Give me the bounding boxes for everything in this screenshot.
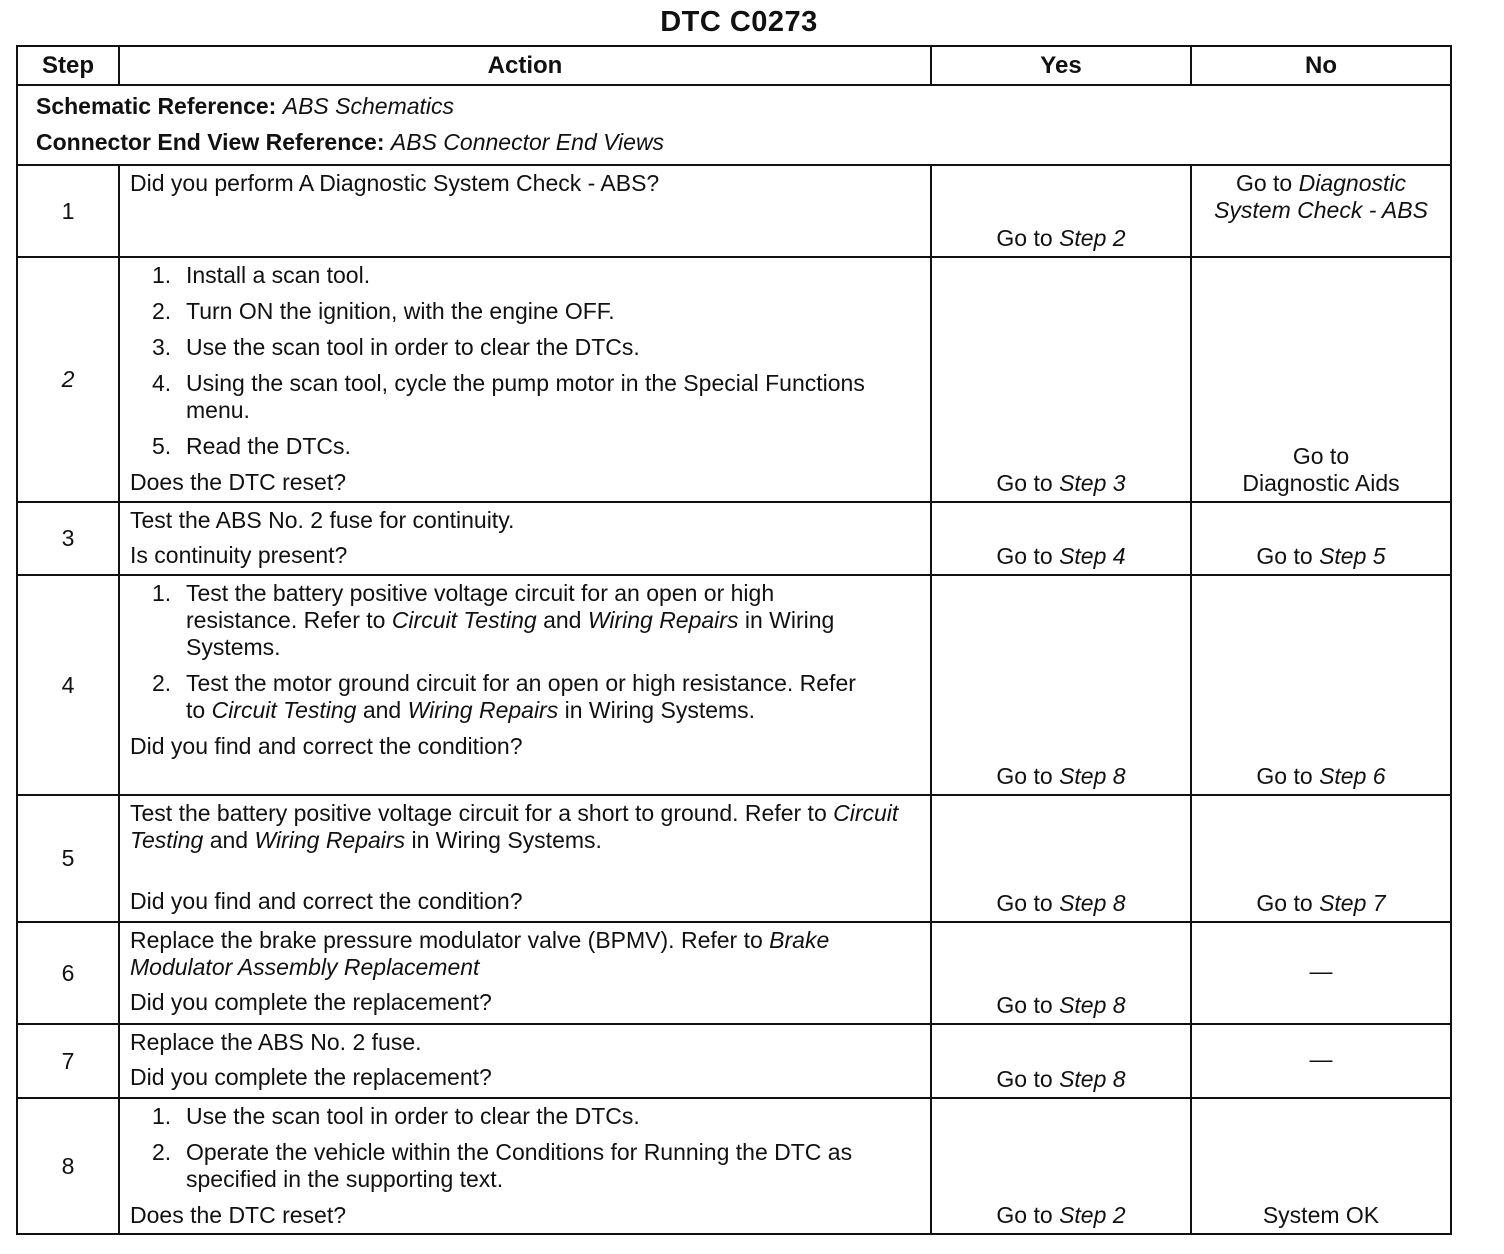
procedure-list	[130, 1103, 922, 1193]
goto-step-2-link[interactable]: Step 2	[1059, 1202, 1126, 1228]
step-number: 2	[17, 257, 119, 502]
diagnostic-system-check-link[interactable]: Diagnostic System Check - ABS	[1214, 170, 1428, 223]
schematic-reference	[36, 90, 1432, 126]
step-question: Did you find and correct the condition?	[130, 888, 523, 914]
schematic-reference-label: Schematic Reference:	[36, 93, 277, 119]
step-number: 8	[17, 1098, 119, 1234]
step-number: 4	[17, 575, 119, 795]
yes-cell: Go to Step 8	[931, 795, 1191, 922]
step-action	[119, 1098, 931, 1234]
goto-step-8-link[interactable]: Step 8	[1059, 992, 1126, 1018]
goto-step-8-link[interactable]: Step 8	[1059, 763, 1126, 789]
step-number: 3	[17, 502, 119, 575]
yes-cell: Go to Step 8	[931, 922, 1191, 1024]
yes-cell: Go to Step 4	[931, 502, 1191, 575]
list-item: 2. Turn ON the ignition, with the engine OFF.	[152, 298, 615, 324]
no-cell	[1191, 922, 1451, 1024]
header-no: No	[1191, 46, 1451, 85]
yes-cell: Go to Step 2	[931, 165, 1191, 257]
not-applicable-dash: —	[1309, 1045, 1333, 1072]
step-action: Test the ABS No. 2 fuse for continuity. Is continuity present?	[119, 502, 931, 575]
list-item: 4. Using the scan tool, cycle the pump motor in the Special Functions menu.	[152, 370, 865, 423]
diagnostic-aids-link[interactable]: Diagnostic Aids	[1242, 470, 1400, 496]
list-item: 5. Read the DTCs.	[152, 433, 351, 459]
header-step: Step	[17, 46, 119, 85]
header-action: Action	[119, 46, 931, 85]
circuit-testing-link[interactable]: Circuit Testing	[211, 697, 357, 723]
header-yes: Yes	[931, 46, 1191, 85]
goto-step-8-link[interactable]: Step 8	[1059, 1066, 1126, 1092]
no-cell	[1191, 1024, 1451, 1098]
goto-step-2-link[interactable]: Step 2	[1059, 225, 1126, 251]
system-ok-result: System OK	[1262, 1202, 1380, 1228]
step-question: Did you complete the replacement?	[130, 1064, 492, 1090]
connector-reference	[36, 126, 1432, 162]
reference-cell	[17, 85, 1451, 165]
table-row-step-8	[17, 1098, 1451, 1234]
wiring-repairs-link[interactable]: Wiring Repairs	[254, 827, 406, 853]
no-cell: Go to Step 6	[1191, 575, 1451, 795]
table-row-step-3	[17, 502, 1451, 575]
yes-cell: Go to Step 8	[931, 1024, 1191, 1098]
step-number: 5	[17, 795, 119, 922]
step-action: Test the battery positive voltage circuit for a short to ground. Refer to Circuit Testing and Wiring Repairs in Wiring Systems. Did you find and correct the condition?	[119, 795, 931, 922]
table-row-step-1	[17, 165, 1451, 257]
page-title: DTC C0273	[660, 6, 818, 38]
wiring-repairs-link[interactable]: Wiring Repairs	[587, 607, 739, 633]
yes-cell: Go to Step 3	[931, 257, 1191, 502]
list-item: 1. Install a scan tool.	[152, 262, 371, 288]
circuit-testing-link[interactable]: Circuit Testing	[130, 800, 899, 853]
step-action	[119, 257, 931, 502]
table-row-step-2	[17, 257, 1451, 502]
circuit-testing-link[interactable]: Circuit Testing	[391, 607, 537, 633]
step-question: Did you complete the replacement?	[130, 989, 492, 1015]
diagnostic-table	[16, 45, 1452, 1235]
no-cell: Go to Diagnostic Aids	[1191, 257, 1451, 502]
table-row-step-5	[17, 795, 1451, 922]
goto-step-4-link[interactable]: Step 4	[1059, 543, 1126, 569]
goto-step-3-link[interactable]: Step 3	[1059, 470, 1126, 496]
wiring-repairs-link[interactable]: Wiring Repairs	[407, 697, 559, 723]
goto-step-8-link[interactable]: Step 8	[1059, 890, 1126, 916]
no-cell	[1191, 1098, 1451, 1234]
goto-step-5-link[interactable]: Step 5	[1319, 543, 1386, 569]
table-row-step-4	[17, 575, 1451, 795]
step-action	[119, 575, 931, 795]
step-action	[119, 165, 931, 257]
step-question: Did you perform A Diagnostic System Check - ABS?	[130, 170, 660, 196]
schematic-reference-link[interactable]: ABS Schematics	[282, 93, 455, 119]
step-number: 7	[17, 1024, 119, 1098]
no-cell: Go to Step 7	[1191, 795, 1451, 922]
step-action: Replace the brake pressure modulator valve (BPMV). Refer to Brake Modulator Assembly Replacement Did you complete the replacement?	[119, 922, 931, 1024]
step-number: 6	[17, 922, 119, 1024]
list-item: 3. Use the scan tool in order to clear the DTCs.	[152, 334, 640, 360]
header-row	[17, 46, 1451, 85]
list-item: 1. Use the scan tool in order to clear the DTCs.	[152, 1103, 640, 1129]
procedure-list	[130, 580, 922, 724]
list-item: 2. Operate the vehicle within the Conditions for Running the DTC as specified in the supporting text.	[152, 1139, 853, 1192]
step-number: 1	[17, 165, 119, 257]
not-applicable-dash: —	[1309, 957, 1333, 984]
goto-step-7-link[interactable]: Step 7	[1319, 890, 1386, 916]
step-question: Did you find and correct the condition?	[130, 733, 523, 759]
connector-reference-link[interactable]: ABS Connector End Views	[390, 129, 665, 155]
procedure-list	[130, 262, 922, 460]
list-item: 2. Test the motor ground circuit for an open or high resistance. Refer to Circuit Testing and Wiring Repairs in Wiring Systems.	[152, 670, 856, 723]
goto-step-6-link[interactable]: Step 6	[1319, 763, 1386, 789]
yes-cell: Go to Step 8	[931, 575, 1191, 795]
connector-reference-label: Connector End View Reference:	[36, 129, 385, 155]
step-question: Does the DTC reset?	[130, 1202, 347, 1228]
reference-row	[17, 85, 1451, 165]
step-question: Does the DTC reset?	[130, 469, 347, 495]
table-row-step-6	[17, 922, 1451, 1024]
yes-cell: Go to Step 2	[931, 1098, 1191, 1234]
no-cell: Go to Step 5	[1191, 502, 1451, 575]
table-row-step-7	[17, 1024, 1451, 1098]
list-item: 1. Test the battery positive voltage circuit for an open or high resistance. Refer to Circuit Testing and Wiring Repairs in Wiring Systems.	[152, 580, 835, 660]
brake-modulator-replacement-link[interactable]: Brake Modulator Assembly Replacement	[130, 927, 830, 980]
step-action: Replace the ABS No. 2 fuse. Did you complete the replacement?	[119, 1024, 931, 1098]
step-question: Is continuity present?	[130, 542, 348, 568]
no-cell: Go to Diagnostic System Check - ABS	[1191, 165, 1451, 257]
